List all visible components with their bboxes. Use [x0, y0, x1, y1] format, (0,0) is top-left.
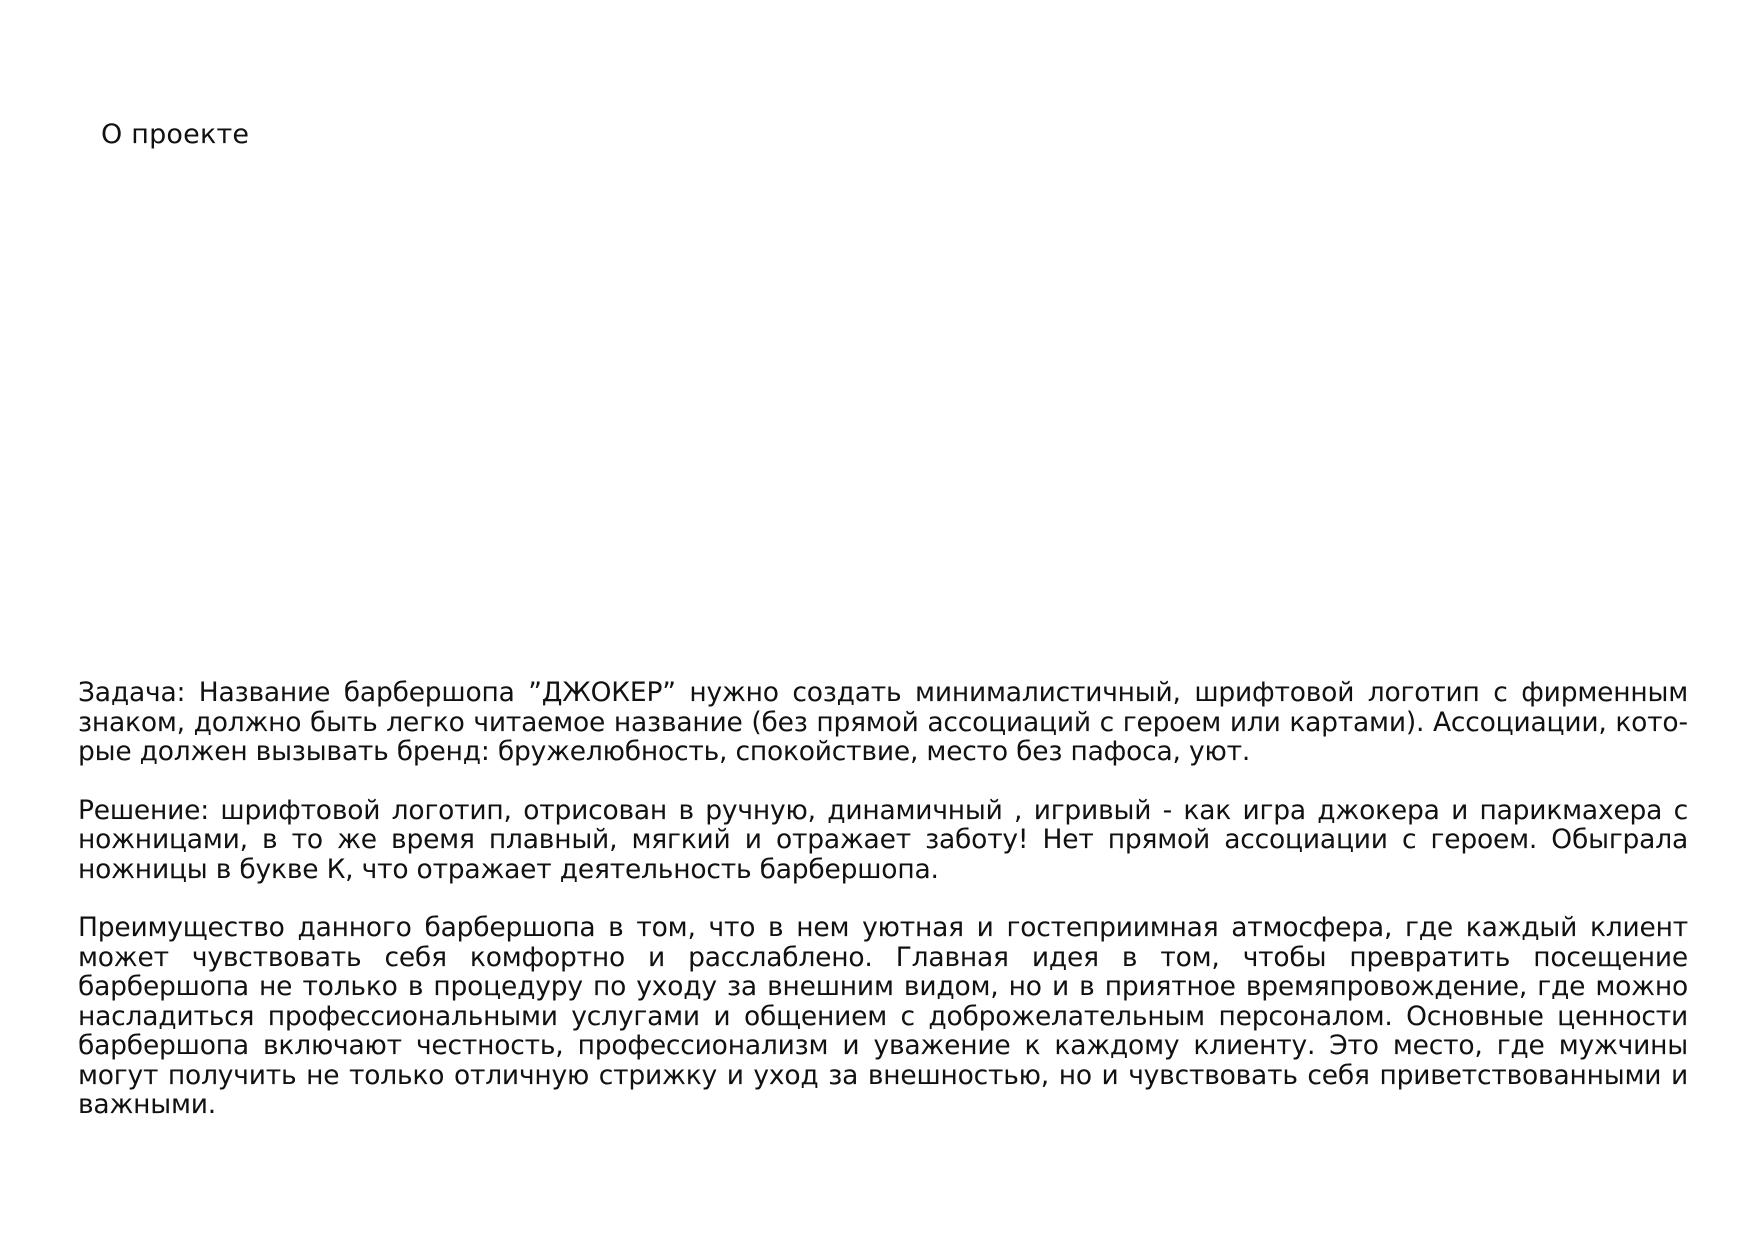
task-paragraph: Задача: Название барбершопа ”ДЖОКЕР” нужно создать минималистичный, шрифтовой логотип с фирменным знаком, должно быть легко читаемое название (без прямой ассоциаций с героем или картами). Ассоциации, которые должен вызывать бренд: бружелюбность, спокойствие, место без пафоса, уют. [78, 677, 1688, 767]
page-title: О проекте [101, 119, 250, 150]
advantages-paragraph: Преимущество данного барбершопа в том, что в нем уютная и гостеприимная атмосфера, где каждый клиент может чувствовать себя комфортно и расслаблено. Главная идея в том, чтобы превратить посещение барбершопа не только в процедуру по уходу за внешним видом, но и в приятное времяпровождение, где можно насладиться профессиональными услугами и общением с доброжелательным персоналом. Основные ценности барбершопа включают честность, профессионализм и уважение к каждому клиенту. Это место, где мужчины могут получить не только отличную стрижку и уход за внешностью, но и чувствовать себя приветствованными и важными. [78, 912, 1688, 1120]
description-block [78, 678, 1688, 1149]
solution-paragraph: Решение: шрифтовой логотип, отрисован в ручную, динамичный , игривый - как игра джокера и парикмахера с ножницами, в то же время плавный, мягкий и отражает заботу! Нет прямой ассоциации с героем. Обыграла ножницы в букве К, что отражает деятельность барбершопа. [78, 794, 1688, 885]
